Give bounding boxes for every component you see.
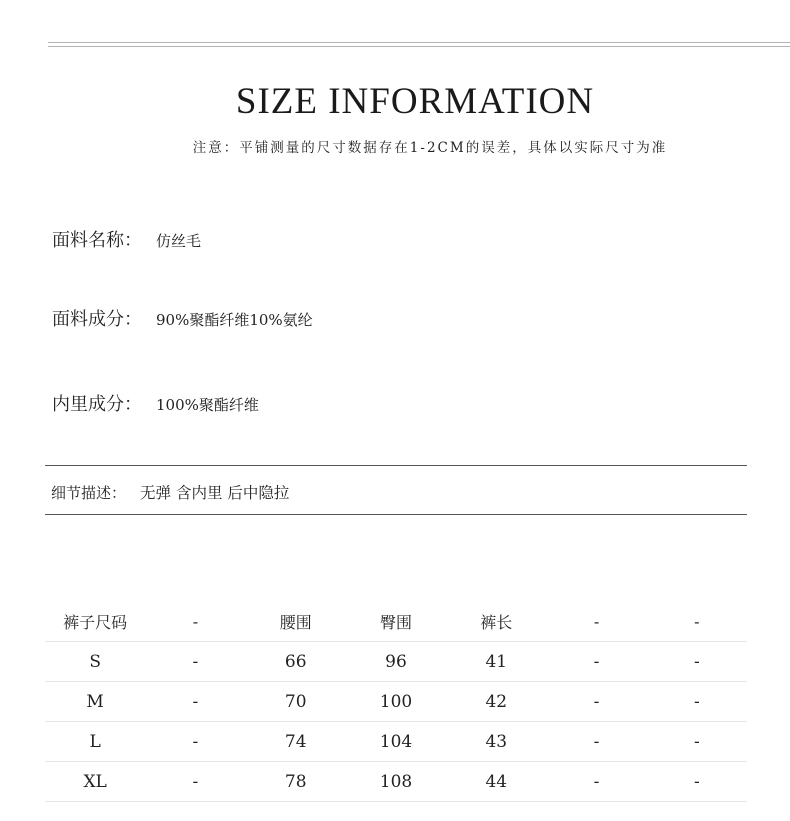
table-cell: - — [145, 762, 245, 802]
details-row — [51, 481, 289, 503]
table-cell: - — [145, 642, 245, 682]
table-cell: - — [647, 762, 747, 802]
table-cell: 41 — [446, 642, 546, 682]
table-cell: L — [45, 722, 145, 762]
table-header-cell: 腰围 — [246, 602, 346, 642]
details-value: 无弹 含内里 后中隐拉 — [140, 484, 290, 502]
lining-composition-label: 内里成分： — [52, 394, 142, 415]
table-cell: 44 — [446, 762, 546, 802]
table-row — [45, 722, 747, 762]
fabric-name-label: 面料名称： — [52, 230, 142, 251]
table-cell: - — [145, 722, 245, 762]
top-divider — [48, 42, 790, 43]
table-cell: 100 — [346, 682, 446, 722]
table-cell: - — [647, 682, 747, 722]
table-header-row — [45, 602, 747, 642]
table-cell: 96 — [346, 642, 446, 682]
table-header-cell: 裤长 — [446, 602, 546, 642]
table-cell: - — [647, 642, 747, 682]
table-cell: S — [45, 642, 145, 682]
table-row — [45, 642, 747, 682]
details-label: 细节描述： — [51, 484, 127, 502]
table-row — [45, 682, 747, 722]
page-title: SIZE INFORMATION — [235, 81, 595, 122]
table-cell: - — [647, 722, 747, 762]
table-cell: M — [45, 682, 145, 722]
table-cell: - — [546, 682, 646, 722]
table-cell: - — [546, 642, 646, 682]
table-cell: 78 — [246, 762, 346, 802]
table-cell: 74 — [246, 722, 346, 762]
table-header-cell: - — [647, 602, 747, 642]
table-cell: 104 — [346, 722, 446, 762]
measurement-note: 注意：平铺测量的尺寸数据存在1-2CM的误差，具体以实际尺寸为准 — [192, 140, 668, 156]
table-cell: - — [145, 682, 245, 722]
table-cell: 108 — [346, 762, 446, 802]
size-table — [45, 602, 747, 802]
table-cell: 42 — [446, 682, 546, 722]
lining-composition-row — [52, 390, 259, 416]
fabric-composition-value: 90%聚酯纤维10%氨纶 — [156, 311, 313, 329]
table-row — [45, 762, 747, 802]
table-cell: 43 — [446, 722, 546, 762]
table-cell: XL — [45, 762, 145, 802]
lining-composition-value: 100%聚酯纤维 — [156, 396, 259, 414]
top-divider-secondary — [48, 46, 790, 47]
fabric-name-value: 仿丝毛 — [156, 232, 202, 250]
table-header-cell: - — [546, 602, 646, 642]
table-cell: - — [546, 762, 646, 802]
details-top-divider — [45, 465, 747, 466]
fabric-name-row — [52, 226, 201, 252]
fabric-composition-label: 面料成分： — [52, 309, 142, 330]
table-cell: 70 — [246, 682, 346, 722]
fabric-composition-row — [52, 305, 313, 331]
table-cell: 66 — [246, 642, 346, 682]
table-header-cell: 裤子尺码 — [45, 602, 145, 642]
table-header-cell: - — [145, 602, 245, 642]
table-cell: - — [546, 722, 646, 762]
table-header-cell: 臀围 — [346, 602, 446, 642]
details-bottom-divider — [45, 514, 747, 515]
